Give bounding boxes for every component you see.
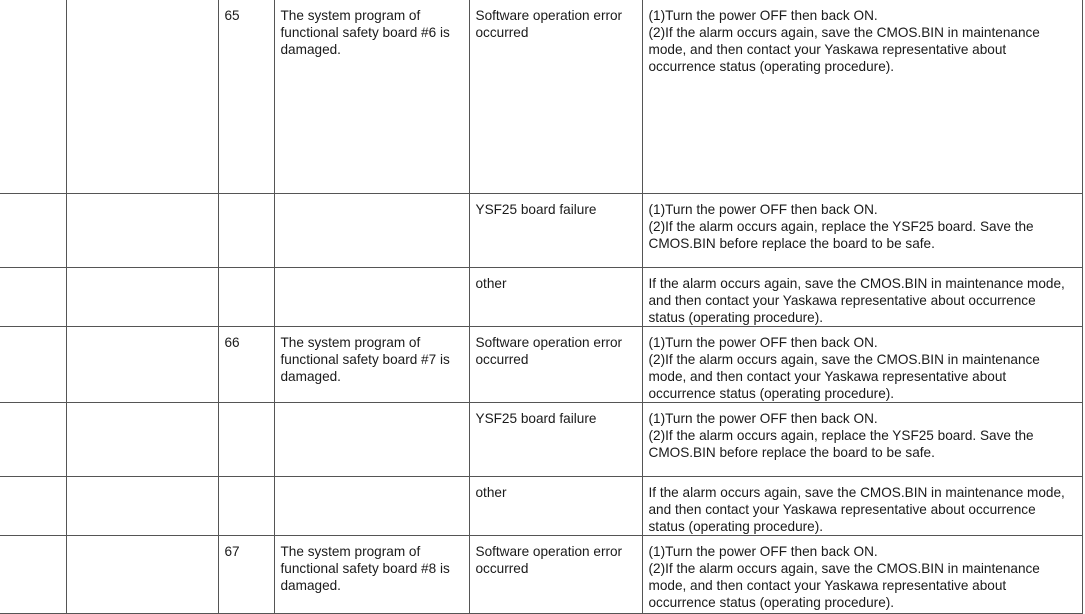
cause-cell: Software operation error occurred [469,536,642,614]
table-row [0,194,1082,268]
alarm-subcode-cell [218,403,274,477]
meaning-cell [274,477,469,536]
remedy-cell [642,0,1082,194]
meaning-cell [274,268,469,327]
blank-cell [66,327,218,403]
blank-cell [66,194,218,268]
remedy-line: (2)If the alarm occurs again, save the CMOS.BIN in maintenance mode, and then contact your Yaskawa representative about occurrence status (operating procedure). [648,25,1040,74]
remedy-line: (1)Turn the power OFF then back ON. [648,544,878,559]
cause-cell: Software operation error occurred [469,327,642,403]
alarm-subcode-cell: 65 [218,0,274,194]
remedy-line: (2)If the alarm occurs again, save the CMOS.BIN in maintenance mode, and then contact your Yaskawa representative about occurrence status (operating procedure). [648,352,1040,401]
remedy-cell [642,327,1082,403]
meaning-cell: The system program of functional safety board #7 is damaged. [274,327,469,403]
meaning-cell [274,194,469,268]
remedy-line: If the alarm occurs again, save the CMOS.BIN in maintenance mode, and then contact your Yaskawa representative about occurrence status (operating procedure). [648,485,1065,534]
remedy-line: (1)Turn the power OFF then back ON. [648,335,878,350]
blank-cell [66,0,218,194]
remedy-line: (1)Turn the power OFF then back ON. [648,411,878,426]
remedy-line: If the alarm occurs again, save the CMOS.BIN in maintenance mode, and then contact your Yaskawa representative about occurrence status (operating procedure). [648,276,1065,325]
remedy-cell [642,477,1082,536]
alarm-subcode-cell: 66 [218,327,274,403]
meaning-cell [274,403,469,477]
meaning-cell: The system program of functional safety board #8 is damaged. [274,536,469,614]
remedy-cell [642,403,1082,477]
remedy-line: (2)If the alarm occurs again, save the CMOS.BIN in maintenance mode, and then contact your Yaskawa representative about occurrence status (operating procedure). [648,561,1040,610]
cause-cell: YSF25 board failure [469,403,642,477]
table-row [0,403,1082,477]
table-row [0,536,1082,614]
alarm-subcode-cell [218,268,274,327]
meaning-cell: The system program of functional safety board #6 is damaged. [274,0,469,194]
remedy-cell [642,536,1082,614]
table-row [0,268,1082,327]
cause-cell: other [469,477,642,536]
remedy-cell [642,268,1082,327]
table-row [0,327,1082,403]
blank-cell [0,477,66,536]
alarm-subcode-cell [218,477,274,536]
cause-cell: other [469,268,642,327]
remedy-line: (2)If the alarm occurs again, replace the YSF25 board. Save the CMOS.BIN before replace the board to be safe. [648,219,1034,251]
table-row [0,0,1082,194]
remedy-line: (2)If the alarm occurs again, replace the YSF25 board. Save the CMOS.BIN before replace the board to be safe. [648,428,1034,460]
blank-cell [66,403,218,477]
blank-cell [66,268,218,327]
remedy-line: (1)Turn the power OFF then back ON. [648,8,878,23]
blank-cell [66,477,218,536]
blank-cell [66,536,218,614]
remedy-line: (1)Turn the power OFF then back ON. [648,202,878,217]
blank-cell [0,268,66,327]
table-row [0,477,1082,536]
blank-cell [0,0,66,194]
remedy-cell [642,194,1082,268]
blank-cell [0,327,66,403]
alarm-subcode-cell [218,194,274,268]
blank-cell [0,403,66,477]
blank-cell [0,194,66,268]
cause-cell: YSF25 board failure [469,194,642,268]
blank-cell [0,536,66,614]
alarm-subcode-cell: 67 [218,536,274,614]
cause-cell: Software operation error occurred [469,0,642,194]
